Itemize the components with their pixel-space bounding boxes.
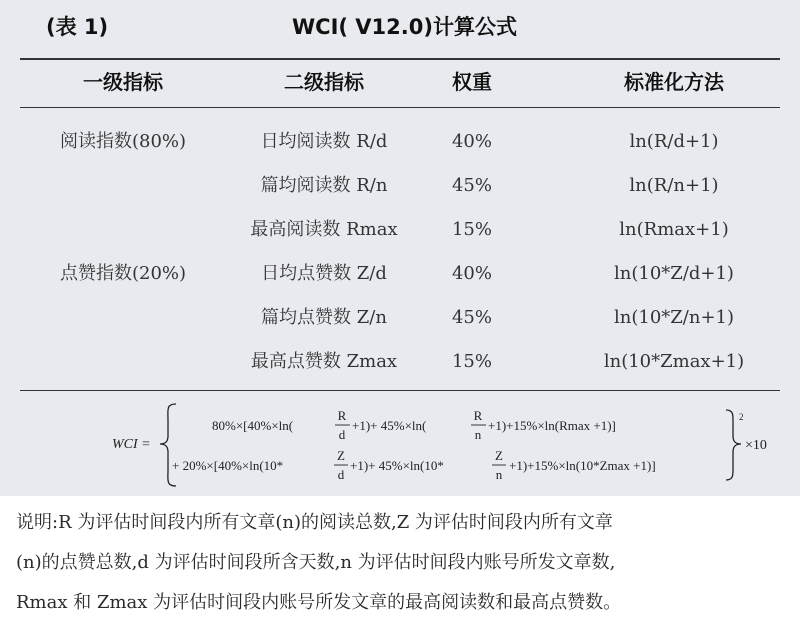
table-cell-weight: 45% [451,307,492,328]
table-number: (表 1) [46,15,109,39]
wci-formula [0,396,800,492]
formula-line2-frac2-den: n [495,467,503,482]
formula-line2-part2: +1)+ 45%×ln(10* [350,458,444,473]
formula-line2-frac1-den: d [337,467,345,482]
explanation-note [16,503,788,623]
formula-line2-frac1-num: Z [337,448,345,463]
top-rule [20,58,780,60]
table-cell-level1: 阅读指数(80%) [59,131,187,152]
table-cell-weight: 15% [451,351,492,372]
table-title: WCI( V12.0)计算公式 [292,15,517,39]
header-rule [20,107,780,108]
table-cell-level2: 日均点赞数 Z/d [261,263,387,284]
table-cell-method: ln(10*Z/n+1) [614,307,734,328]
header-method: 标准化方法 [624,70,724,94]
table-cell-level2: 最高阅读数 Rmax [250,219,398,240]
header-weight: 权重 [452,70,492,94]
formula-line1-part1: 80%×[40%×ln( [212,418,294,433]
table-cell-method: ln(10*Z/d+1) [614,263,734,284]
formula-line1-part2: +1)+ 45%×ln( [352,418,427,433]
formula-multiplier: ×10 [745,438,767,453]
formula-left-brace [160,404,176,486]
note-line: (n)的点赞总数,d 为评估时间段所含天数,n 为评估时间段内账号所发文章数, [16,552,616,573]
table-cell-level1 [28,342,218,382]
formula-line1-frac2-den: n [474,427,482,442]
table-bottom-rule [20,390,780,391]
table-cell-weight: 40% [451,263,492,284]
table-cell-weight: 15% [451,219,492,240]
table-cell-level1 [28,298,218,338]
table-cell-method: ln(10*Zmax+1) [603,351,745,372]
header-level1: 一级指标 [83,70,163,94]
formula-line1-frac2-num: R [473,408,483,423]
note-line: Rmax 和 Zmax 为评估时间段内账号所发文章的最高阅读数和最高点赞数。 [16,592,622,613]
table-cell-level1 [28,210,218,250]
table-cell-level2: 日均阅读数 R/d [260,131,388,152]
formula-line1-part3: +1)+15%×ln(Rmax +1)] [488,418,616,433]
table-cell-level1: 点赞指数(20%) [59,263,187,284]
table-cell-level2: 篇均点赞数 Z/n [261,307,387,328]
table-caption [0,0,800,48]
table-cell-method: ln(Rmax+1) [619,219,729,240]
formula-line1-frac1-den: d [338,427,346,442]
table-cell-weight: 45% [451,175,492,196]
table-cell-method: ln(R/d+1) [629,131,719,152]
table-cell-method: ln(R/n+1) [629,175,719,196]
formula-line1-frac1-num: R [337,408,347,423]
header-level2: 二级指标 [284,70,364,94]
note-line: 说明:R 为评估时间段内所有文章(n)的阅读总数,Z 为评估时间段内所有文章 [16,512,613,533]
table-cell-weight: 40% [451,131,492,152]
formula-exponent: 2 [739,412,744,422]
formula-line2-part1: + 20%×[40%×ln(10* [172,458,284,473]
formula-line2-frac2-num: Z [495,448,503,463]
formula-lhs: WCI = [112,437,151,452]
table-cell-level2: 最高点赞数 Zmax [250,351,398,372]
table-cell-level2: 篇均阅读数 R/n [260,175,388,196]
formula-line2-part3: +1)+15%×ln(10*Zmax +1)] [509,458,656,473]
table-cell-level1 [28,166,218,206]
